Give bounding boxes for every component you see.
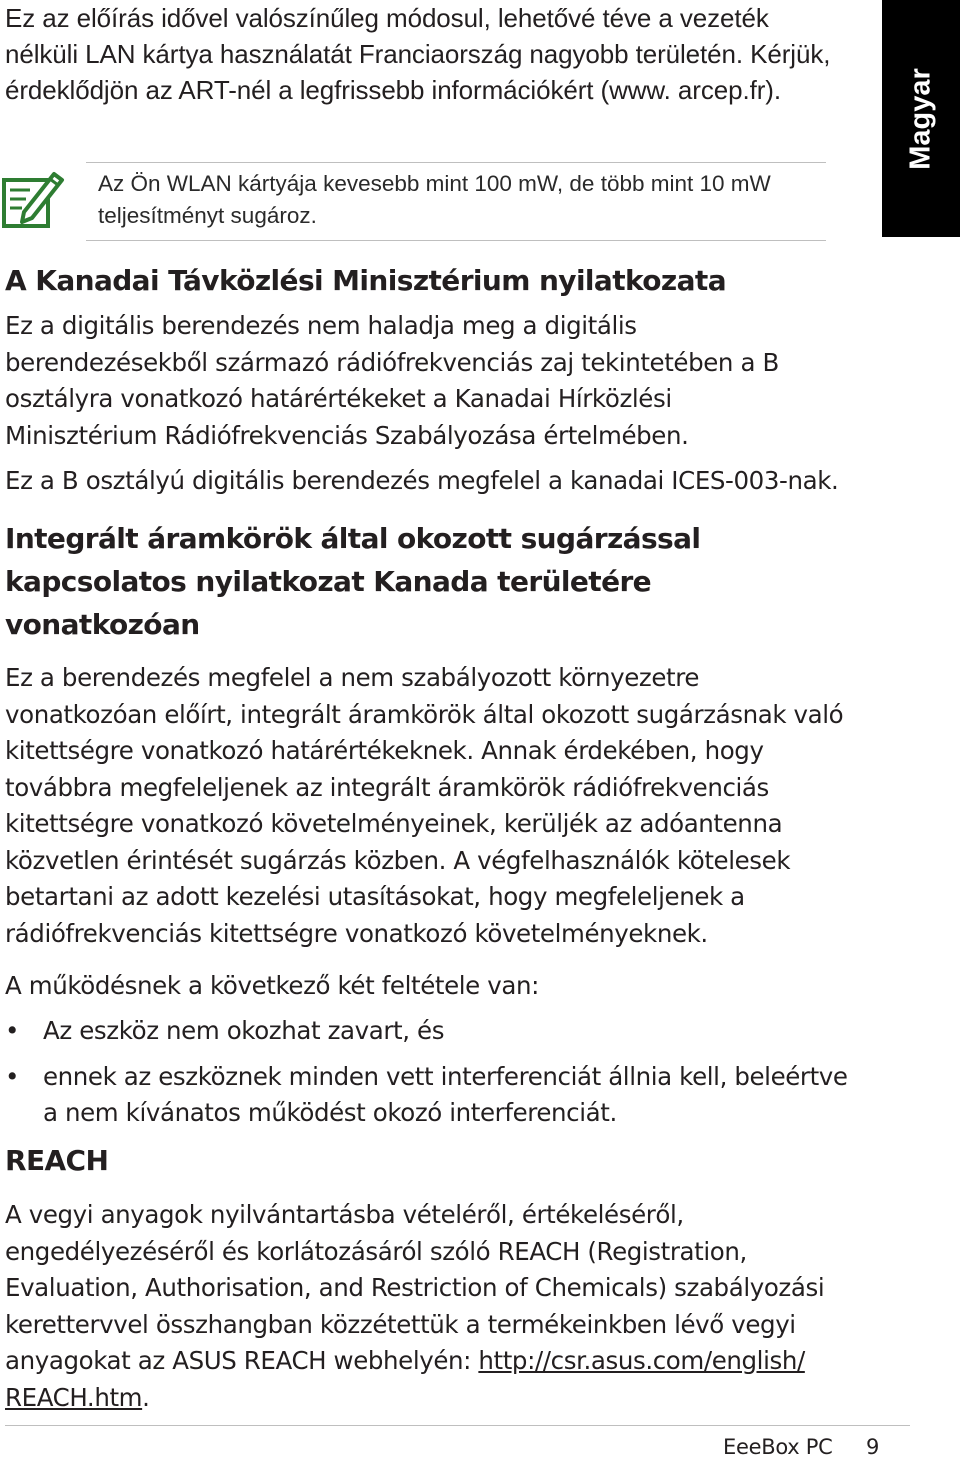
note-top-rule — [86, 162, 826, 163]
language-tab — [882, 0, 960, 237]
note-text: Az Ön WLAN kártyája kevesebb mint 100 mW, de több mint 10 mW teljesítményt sugároz. — [98, 171, 771, 228]
language-tab-label: Magyar — [904, 67, 937, 170]
reach-text: A vegyi anyagok nyilvántartásba vételéről, értékeléséről, engedélyezéséről és korlátozásáról szóló REACH (Registration, Evaluation, Authorisation, and Restriction of Chemicals) szabályozási kerettervvel összhangban közzétettük a termékeinkben lévő vegyi anyagokat az ASUS REACH webhelyén: — [5, 1200, 825, 1375]
reach-link-period: . — [142, 1382, 150, 1412]
footer-product-name: EeeBox PC — [723, 1435, 833, 1459]
intro-paragraph: Ez az előírás idővel valószínűleg módosul, lehetővé téve a vezeték nélküli LAN kártya használatát Franciaország nagyobb területén. Kérjük, érdeklődjön az ART-nél a legfrissebb információkért (www. arcep.fr). — [5, 3, 831, 105]
canada-paragraph-2: Ez a B osztályú digitális berendezés megfelel a kanadai ICES-003-nak. — [5, 466, 839, 495]
reach-heading: REACH — [5, 1144, 109, 1177]
conditions-intro: A működésnek a következő két feltétele van: — [5, 971, 539, 1000]
footer-rule — [5, 1425, 910, 1426]
note-pencil-icon — [0, 166, 66, 232]
conditions-list — [5, 1013, 865, 1141]
list-item: • Az eszköz nem okozhat zavart, és — [5, 1013, 865, 1050]
ic-heading: Integrált áramkörök által okozott sugárzással kapcsolatos nyilatkozat Kanada területére vonatkozóan — [5, 522, 701, 641]
note-box — [0, 160, 830, 244]
canada-heading: A Kanadai Távközlési Minisztérium nyilatkozata — [5, 264, 726, 297]
reach-paragraph — [5, 1197, 855, 1416]
page-number: 9 — [866, 1435, 880, 1459]
canada-paragraph-1: Ez a digitális berendezés nem haladja meg a digitális berendezésekből származó rádiófrekvenciás zaj tekintetében a B osztályra vonatkozó határértékeket a Kanadai Hírközlési Minisztérium Rádiófrekvenciás Szabályozása értelmében. — [5, 311, 779, 450]
note-bottom-rule — [86, 240, 826, 241]
ic-paragraph: Ez a berendezés megfelel a nem szabályozott környezetre vonatkozóan előírt, integrált áramkörök által okozott sugárzásnak való kitettségre vonatkozó határértékeknek. Annak érdekében, hogy továbbra megfeleljenek az integrált áramkörök rádiófrekvenciás kitettségre vonatkozó követelményeinek, kerüljék az adóantenna közvetlen érintését sugárzás közben. A végfelhasználók kötelesek betartani az adott kezelési utasításokat, hogy megfeleljenek a rádiófrekvenciás kitettségre vonatkozó követelményeknek. — [5, 663, 844, 948]
reach-link[interactable]: http://csr.asus.com/english/ REACH.htm — [5, 1346, 805, 1412]
list-item: • ennek az eszköznek minden vett interferenciát állnia kell, beleértve a nem kívánatos működést okozó interferenciát. — [5, 1059, 865, 1132]
